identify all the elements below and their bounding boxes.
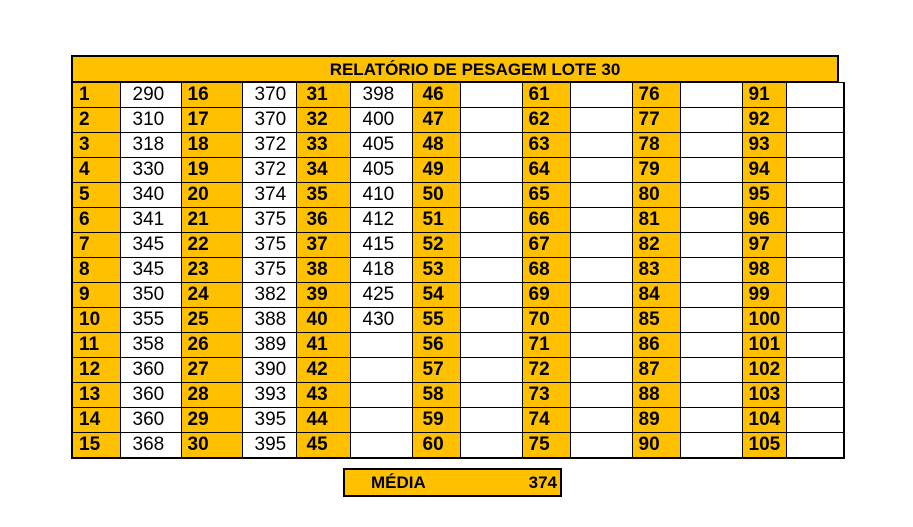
weight-value[interactable]: 398: [350, 83, 412, 108]
animal-number: 56: [412, 333, 460, 358]
animal-number: 105: [742, 433, 786, 459]
weight-value[interactable]: 430: [350, 308, 412, 333]
animal-number: 15: [72, 433, 120, 459]
animal-number: 30: [181, 433, 242, 459]
animal-number: 37: [296, 233, 350, 258]
weight-value[interactable]: 360: [120, 358, 181, 383]
weight-value[interactable]: 330: [120, 158, 181, 183]
animal-number: 57: [412, 358, 460, 383]
weight-value[interactable]: 340: [120, 183, 181, 208]
animal-number: 62: [522, 108, 570, 133]
animal-number: 99: [742, 283, 786, 308]
animal-number: 79: [632, 158, 680, 183]
weight-value[interactable]: 412: [350, 208, 412, 233]
weight-value[interactable]: 382: [242, 283, 296, 308]
weight-value[interactable]: 400: [350, 108, 412, 133]
animal-number: 48: [412, 133, 460, 158]
weight-value[interactable]: [786, 183, 844, 208]
table-row: [72, 383, 844, 408]
table-row: [72, 433, 844, 459]
table-row: [72, 208, 844, 233]
weight-value[interactable]: [786, 108, 844, 133]
animal-number: 20: [181, 183, 242, 208]
animal-number: 4: [72, 158, 120, 183]
weight-value[interactable]: [786, 333, 844, 358]
weight-value[interactable]: 350: [120, 283, 181, 308]
animal-number: 24: [181, 283, 242, 308]
animal-number: 83: [632, 258, 680, 283]
weight-value[interactable]: [680, 83, 742, 108]
weight-value[interactable]: [680, 208, 742, 233]
weight-value[interactable]: 415: [350, 233, 412, 258]
weight-value[interactable]: [570, 258, 632, 283]
table-row: [72, 133, 844, 158]
animal-number: 60: [412, 433, 460, 459]
animal-number: 77: [632, 108, 680, 133]
animal-number: 73: [522, 383, 570, 408]
weight-value[interactable]: 388: [242, 308, 296, 333]
weight-value[interactable]: [786, 158, 844, 183]
weight-value[interactable]: [786, 133, 844, 158]
animal-number: 54: [412, 283, 460, 308]
weight-value[interactable]: 318: [120, 133, 181, 158]
weight-value[interactable]: [570, 383, 632, 408]
animal-number: 98: [742, 258, 786, 283]
animal-number: 71: [522, 333, 570, 358]
weight-value[interactable]: 290: [120, 83, 181, 108]
weight-value[interactable]: [350, 408, 412, 433]
table-row: [72, 333, 844, 358]
animal-number: 53: [412, 258, 460, 283]
animal-number: 66: [522, 208, 570, 233]
table-row: [72, 108, 844, 133]
weight-value[interactable]: [350, 333, 412, 358]
weight-value[interactable]: [570, 358, 632, 383]
animal-number: 101: [742, 333, 786, 358]
table-row: [72, 158, 844, 183]
animal-number: 19: [181, 158, 242, 183]
animal-number: 29: [181, 408, 242, 433]
weight-value[interactable]: [680, 283, 742, 308]
weight-value[interactable]: [460, 108, 522, 133]
weight-value[interactable]: [350, 383, 412, 408]
animal-number: 55: [412, 308, 460, 333]
weight-value[interactable]: 341: [120, 208, 181, 233]
weight-value[interactable]: [786, 258, 844, 283]
weight-value[interactable]: [460, 208, 522, 233]
weight-value[interactable]: 425: [350, 283, 412, 308]
animal-number: 39: [296, 283, 350, 308]
animal-number: 69: [522, 283, 570, 308]
animal-number: 1: [72, 83, 120, 108]
weight-value[interactable]: [680, 158, 742, 183]
animal-number: 67: [522, 233, 570, 258]
weight-value[interactable]: [460, 383, 522, 408]
animal-number: 90: [632, 433, 680, 459]
animal-number: 81: [632, 208, 680, 233]
table-row: [72, 83, 844, 108]
animal-number: 47: [412, 108, 460, 133]
weight-value[interactable]: 345: [120, 258, 181, 283]
animal-number: 27: [181, 358, 242, 383]
weight-value[interactable]: 410: [350, 183, 412, 208]
animal-number: 49: [412, 158, 460, 183]
animal-number: 59: [412, 408, 460, 433]
animal-number: 84: [632, 283, 680, 308]
weight-value[interactable]: [570, 283, 632, 308]
animal-number: 9: [72, 283, 120, 308]
weight-value[interactable]: [680, 183, 742, 208]
animal-number: 95: [742, 183, 786, 208]
animal-number: 46: [412, 83, 460, 108]
weight-value[interactable]: 405: [350, 158, 412, 183]
animal-number: 38: [296, 258, 350, 283]
weight-value[interactable]: [460, 258, 522, 283]
animal-number: 23: [181, 258, 242, 283]
weight-value[interactable]: [786, 383, 844, 408]
weight-value[interactable]: 395: [242, 433, 296, 459]
animal-number: 58: [412, 383, 460, 408]
animal-number: 65: [522, 183, 570, 208]
weight-value[interactable]: [680, 383, 742, 408]
animal-number: 45: [296, 433, 350, 459]
animal-number: 17: [181, 108, 242, 133]
animal-number: 75: [522, 433, 570, 459]
animal-number: 76: [632, 83, 680, 108]
weight-value[interactable]: [786, 83, 844, 108]
weight-value[interactable]: 418: [350, 258, 412, 283]
table-row: [72, 358, 844, 383]
weight-value[interactable]: [680, 133, 742, 158]
weight-value[interactable]: [570, 308, 632, 333]
weight-value[interactable]: [786, 208, 844, 233]
animal-number: 16: [181, 83, 242, 108]
weight-value[interactable]: [680, 333, 742, 358]
animal-number: 78: [632, 133, 680, 158]
animal-number: 88: [632, 383, 680, 408]
weight-value[interactable]: [570, 333, 632, 358]
weight-value[interactable]: [570, 233, 632, 258]
weight-value[interactable]: [460, 408, 522, 433]
weight-value[interactable]: 370: [242, 83, 296, 108]
weight-value[interactable]: 390: [242, 358, 296, 383]
animal-number: 89: [632, 408, 680, 433]
animal-number: 72: [522, 358, 570, 383]
weight-value[interactable]: [460, 233, 522, 258]
animal-number: 93: [742, 133, 786, 158]
animal-number: 87: [632, 358, 680, 383]
weight-value[interactable]: [460, 308, 522, 333]
weight-value[interactable]: [680, 358, 742, 383]
weight-value[interactable]: 405: [350, 133, 412, 158]
animal-number: 82: [632, 233, 680, 258]
weight-value[interactable]: 355: [120, 308, 181, 333]
weight-value[interactable]: [460, 358, 522, 383]
weight-value[interactable]: 360: [120, 408, 181, 433]
animal-number: 97: [742, 233, 786, 258]
animal-number: 41: [296, 333, 350, 358]
weighing-report-sheet: [71, 55, 839, 459]
animal-number: 25: [181, 308, 242, 333]
animal-number: 33: [296, 133, 350, 158]
animal-number: 6: [72, 208, 120, 233]
weight-value[interactable]: [460, 158, 522, 183]
weight-value[interactable]: [680, 233, 742, 258]
weight-value[interactable]: [786, 358, 844, 383]
weight-value[interactable]: [680, 433, 742, 459]
weight-value[interactable]: [680, 308, 742, 333]
weight-value[interactable]: [680, 108, 742, 133]
animal-number: 2: [72, 108, 120, 133]
weight-value[interactable]: [570, 183, 632, 208]
weight-value[interactable]: 374: [242, 183, 296, 208]
animal-number: 28: [181, 383, 242, 408]
animal-number: 80: [632, 183, 680, 208]
animal-number: 8: [72, 258, 120, 283]
weight-value[interactable]: [570, 433, 632, 459]
weight-value[interactable]: 375: [242, 208, 296, 233]
weight-value[interactable]: [786, 308, 844, 333]
weight-value[interactable]: 360: [120, 383, 181, 408]
animal-number: 18: [181, 133, 242, 158]
animal-number: 42: [296, 358, 350, 383]
animal-number: 50: [412, 183, 460, 208]
table-row: [72, 233, 844, 258]
animal-number: 94: [742, 158, 786, 183]
weight-value[interactable]: 310: [120, 108, 181, 133]
animal-number: 36: [296, 208, 350, 233]
weight-value[interactable]: [786, 408, 844, 433]
table-row: [72, 308, 844, 333]
weight-value[interactable]: 375: [242, 233, 296, 258]
animal-number: 70: [522, 308, 570, 333]
weight-value[interactable]: [786, 433, 844, 459]
animal-number: 14: [72, 408, 120, 433]
weight-value[interactable]: [570, 133, 632, 158]
animal-number: 21: [181, 208, 242, 233]
weight-value[interactable]: [570, 108, 632, 133]
weight-value[interactable]: 372: [242, 158, 296, 183]
table-row: [72, 408, 844, 433]
animal-number: 63: [522, 133, 570, 158]
weight-value[interactable]: 345: [120, 233, 181, 258]
animal-number: 34: [296, 158, 350, 183]
animal-number: 35: [296, 183, 350, 208]
animal-number: 85: [632, 308, 680, 333]
animal-number: 26: [181, 333, 242, 358]
weight-value[interactable]: 370: [242, 108, 296, 133]
weight-value[interactable]: [570, 408, 632, 433]
animal-number: 7: [72, 233, 120, 258]
animal-number: 44: [296, 408, 350, 433]
animal-number: 92: [742, 108, 786, 133]
animal-number: 61: [522, 83, 570, 108]
animal-number: 86: [632, 333, 680, 358]
animal-number: 3: [72, 133, 120, 158]
report-title: RELATÓRIO DE PESAGEM LOTE 30: [71, 55, 839, 82]
average-value: 374: [528, 473, 557, 492]
animal-number: 5: [72, 183, 120, 208]
weight-value[interactable]: [570, 158, 632, 183]
animal-number: 43: [296, 383, 350, 408]
animal-number: 103: [742, 383, 786, 408]
animal-number: 40: [296, 308, 350, 333]
average-box: [343, 468, 562, 497]
animal-number: 32: [296, 108, 350, 133]
average-label: MÉDIA: [371, 473, 426, 492]
animal-number: 91: [742, 83, 786, 108]
weight-value[interactable]: 368: [120, 433, 181, 459]
weight-value[interactable]: [350, 433, 412, 459]
animal-number: 64: [522, 158, 570, 183]
animal-number: 13: [72, 383, 120, 408]
weight-value[interactable]: [460, 133, 522, 158]
animal-number: 68: [522, 258, 570, 283]
animal-number: 104: [742, 408, 786, 433]
weight-value[interactable]: [786, 233, 844, 258]
weighing-table: [71, 82, 845, 459]
weight-value[interactable]: [680, 258, 742, 283]
animal-number: 74: [522, 408, 570, 433]
weight-value[interactable]: 389: [242, 333, 296, 358]
weight-value[interactable]: [570, 83, 632, 108]
weight-value[interactable]: [680, 408, 742, 433]
animal-number: 11: [72, 333, 120, 358]
animal-number: 102: [742, 358, 786, 383]
animal-number: 10: [72, 308, 120, 333]
weight-value[interactable]: [460, 433, 522, 459]
weight-value[interactable]: 395: [242, 408, 296, 433]
weight-value[interactable]: [460, 83, 522, 108]
table-row: [72, 183, 844, 208]
animal-number: 12: [72, 358, 120, 383]
table-row: [72, 283, 844, 308]
table-row: [72, 258, 844, 283]
animal-number: 96: [742, 208, 786, 233]
weight-value[interactable]: 375: [242, 258, 296, 283]
animal-number: 100: [742, 308, 786, 333]
weight-value[interactable]: [570, 208, 632, 233]
weight-value[interactable]: [350, 358, 412, 383]
weight-value[interactable]: [786, 283, 844, 308]
weight-value[interactable]: 372: [242, 133, 296, 158]
weight-value[interactable]: 358: [120, 333, 181, 358]
animal-number: 51: [412, 208, 460, 233]
animal-number: 31: [296, 83, 350, 108]
weight-value[interactable]: [460, 183, 522, 208]
weight-value[interactable]: [460, 283, 522, 308]
weight-value[interactable]: 393: [242, 383, 296, 408]
weight-value[interactable]: [460, 333, 522, 358]
animal-number: 52: [412, 233, 460, 258]
animal-number: 22: [181, 233, 242, 258]
